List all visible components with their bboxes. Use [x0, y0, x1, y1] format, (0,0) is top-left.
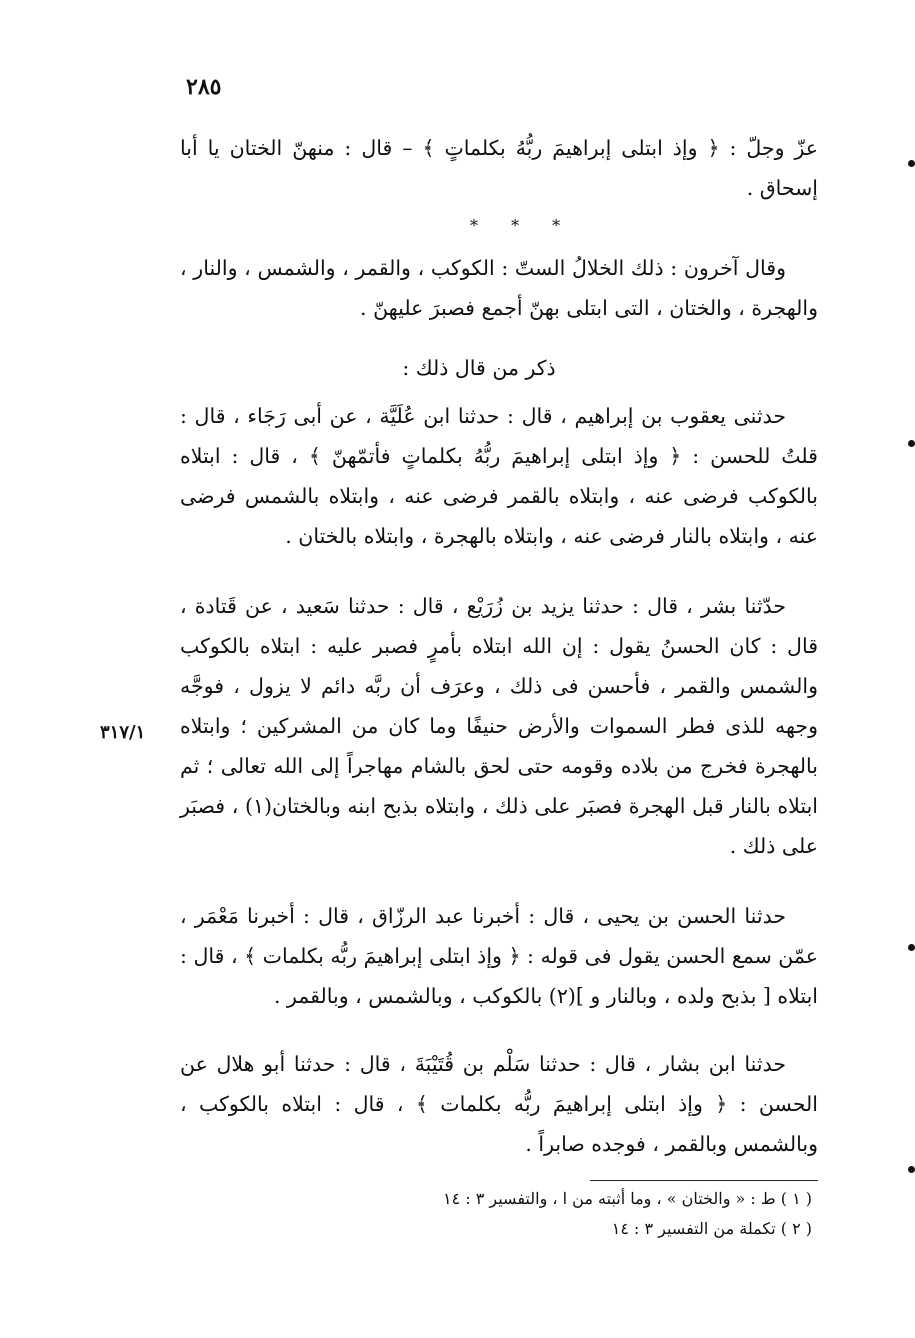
paragraph-text: حدثنا ابن بشار ، قال : حدثنا سَلْم بن قُتَيْبَةَ ، قال : حدثنا أبو هلال عن الحسن : ﴿ وإذ ابتلى إبراهيمَ ربُّه بكلمات ﴾ ، قال : ابتلاه بالكوكب ، وبالشمس وبالقمر ، فوجده صابراً .: [180, 1052, 818, 1156]
footnote-2: ( ٢ ) تكملة من التفسير ٣ : ١٤: [611, 1219, 812, 1238]
paragraph-others-said: [180, 248, 818, 328]
section-heading: ذكر من قال ذلك :: [402, 356, 556, 380]
paragraph-text: عزّ وجلّ : ﴿ وإذ ابتلى إبراهيمَ ربُّهُ بكلماتٍ ﴾ – قال : منهنّ الختان يا أبا إسحاق .: [180, 136, 818, 200]
paragraph-bishr: [180, 586, 818, 866]
edge-mark: [908, 944, 915, 951]
page-number: ٢٨٥: [186, 74, 222, 100]
margin-reference: ٣١٧/١: [100, 722, 146, 743]
edge-mark: [908, 160, 915, 167]
paragraph-text: حدثنا الحسن بن يحيى ، قال : أخبرنا عبد الرزّاق ، قال : أخبرنا مَعْمَر ، عمّن سمع الحسن يقول فى قوله : ﴿ وإذ ابتلى إبراهيمَ ربُّه بكلمات ﴾ ، قال : ابتلاه [ بذبح ولده ، وبالنار و ](٢) بالكوكب ، وبالشمس ، وبالقمر .: [180, 904, 818, 1008]
edge-mark: [908, 1166, 915, 1173]
paragraph-text: حدثنى يعقوب بن إبراهيم ، قال : حدثنا ابن عُلَيَّة ، عن أبى رَجَاء ، قال : قلتُ للحسن : ﴿ وإذ ابتلى إبراهيمَ ربُّهُ بكلماتٍ فأتمّهنّ ﴾ ، قال : ابتلاه بالكوكب فرضى عنه ، وابتلاه بالقمر فرضى عنه ، وابتلاه بالشمس فرضى عنه ، وابتلاه بالنار فرضى عنه ، وابتلاه بالهجرة ، وابتلاه بالختان .: [180, 404, 818, 548]
paragraph-text: حدّثنا بشر ، قال : حدثنا يزيد بن زُرَيْع ، قال : حدثنا سَعيد ، عن قَتادة ، قال : كان الحسنُ يقول : إن الله ابتلاه بأمرٍ فصبر عليه : ابتلاه بالكوكب والشمس والقمر ، فأحسن فى ذلك ، وعرَف أن ربَّه دائم لا يزول ، فوجَّه وجهه للذى فطر السموات والأرض حنيفًا وما كان من المشركين ؛ وابتلاه بالهجرة فخرج من بلاده وقومه حتى لحق بالشام مهاجراً إلى الله تعالى ؛ ثم ابتلاه بالنار قبل الهجرة فصبَر على ذلك ، وابتلاه بذبح ابنه وبالختان(١) ، فصبَر على ذلك .: [180, 594, 818, 858]
footnote-divider: [590, 1180, 818, 1181]
edge-mark: [908, 440, 915, 447]
paragraph-yaqub: [180, 396, 818, 556]
footnotes: [180, 1184, 812, 1244]
paragraph-continuation: [180, 128, 818, 208]
paragraph-ibn-bashshar: [180, 1044, 818, 1164]
footnote-1: ( ١ ) ط : « والختان » ، وما أثبته من ا ، والتفسير ٣ : ١٤: [442, 1189, 812, 1208]
section-separator: * * *: [470, 216, 575, 235]
paragraph-text: وقال آخرون : ذلك الخلالُ الستّ : الكوكب ، والقمر ، والشمس ، والنار ، والهجرة ، والختان ، التى ابتلى بهنّ أجمع فصبرَ عليهنّ .: [180, 256, 818, 320]
paragraph-hasan-yahya: [180, 896, 818, 1016]
